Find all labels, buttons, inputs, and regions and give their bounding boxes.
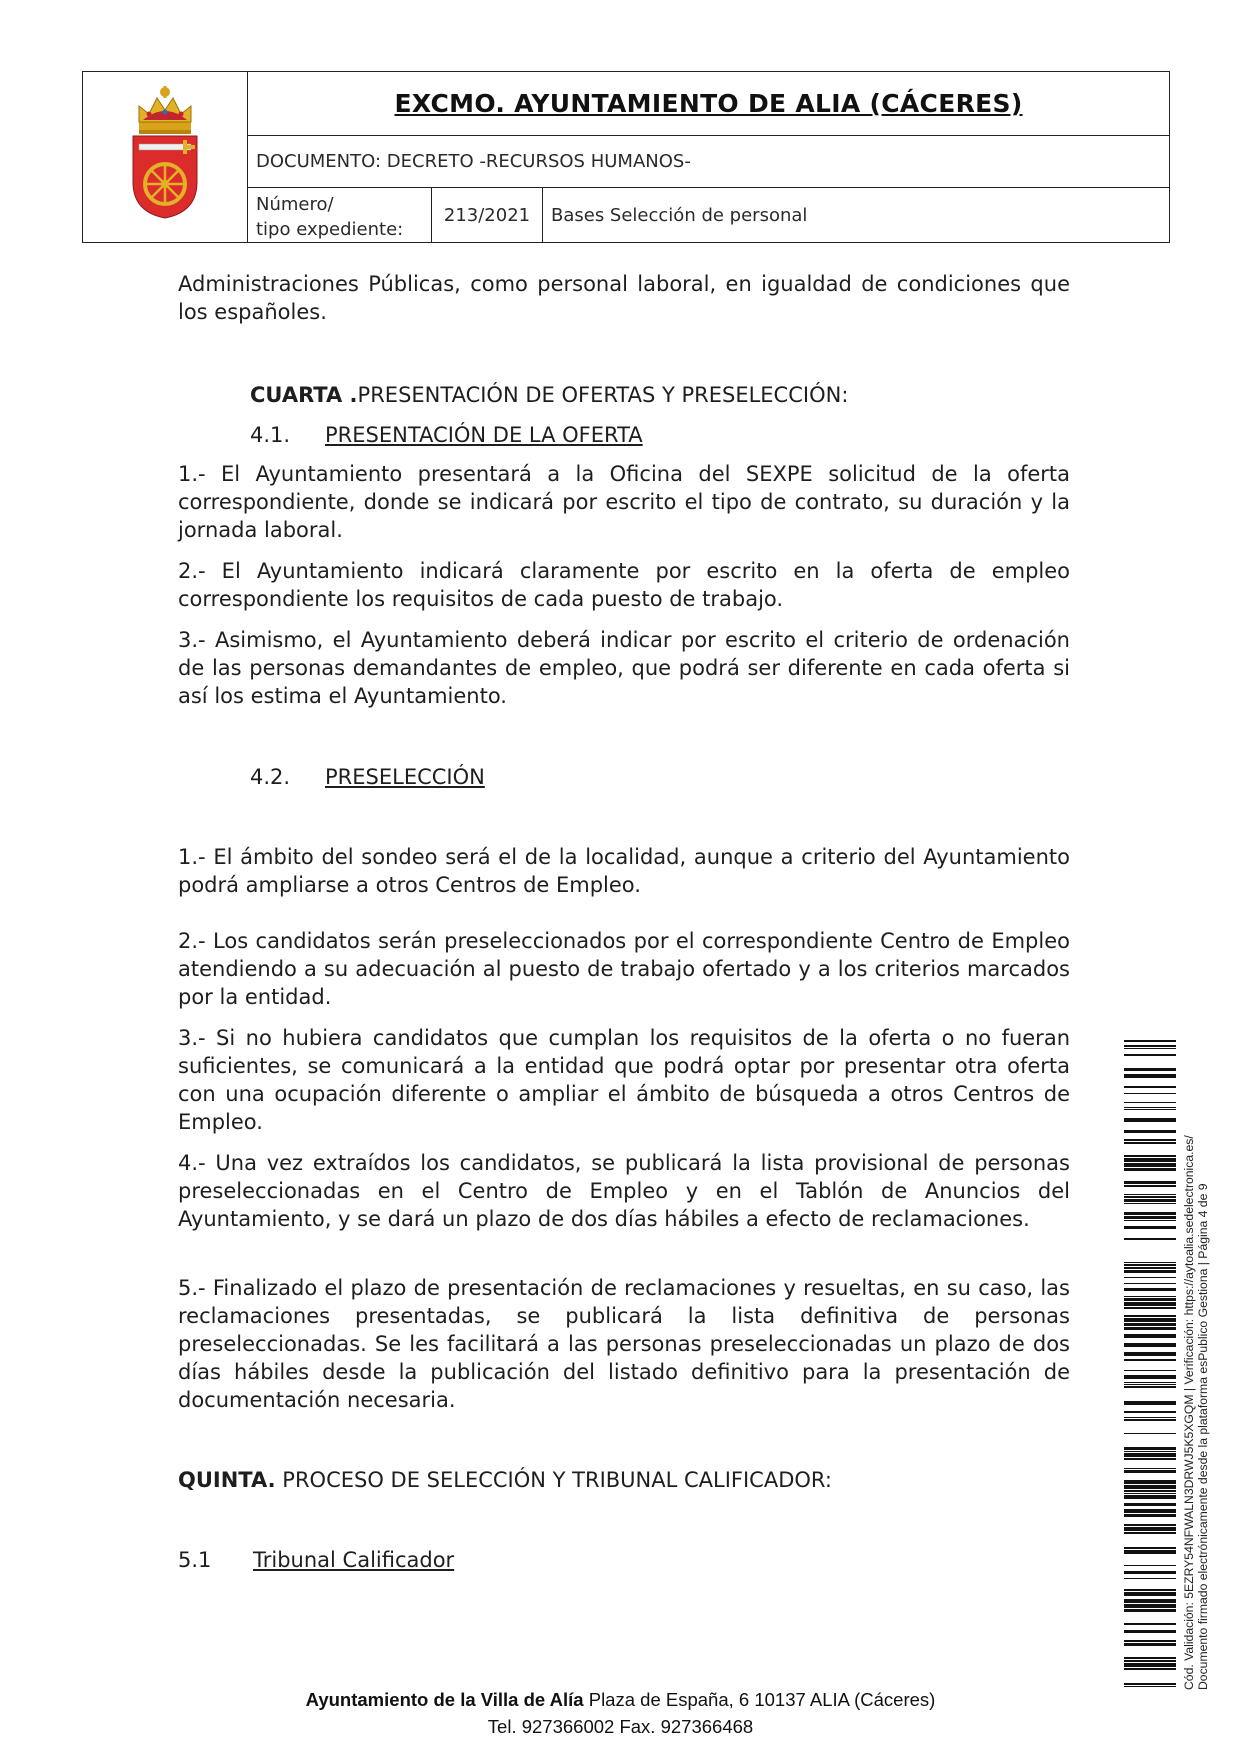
document-header: [82, 71, 1170, 243]
logo-cell: [83, 72, 248, 242]
page-title: EXCMO. AYUNTAMIENTO DE ALIA (CÁCERES): [394, 89, 1023, 118]
footer-address-text: Plaza de España, 6 10137 ALIA (Cáceres): [583, 1689, 936, 1710]
subsection-4-1-title: PRESENTACIÓN DE LA OFERTA: [325, 423, 643, 447]
subsection-4-2-title: PRESELECCIÓN: [325, 765, 485, 789]
paragraph-4-2-2: 2.- Los candidatos serán preseleccionados por el correspondiente Centro de Empleo atendiendo a su adecuación al puesto de trabajo ofertado y a los criterios marcados por la entidad.: [178, 929, 1070, 1009]
subsection-4-1-number: 4.1.: [250, 423, 291, 447]
section-cuarta-heading: [250, 381, 848, 409]
paragraph-4-2-3: 3.- Si no hubiera candidatos que cumplan los requisitos de la oferta o no fueran suficientes, se comunicará a la entidad que podrá optar por presentar otra oferta con una ocupación diferente o ampliar el ámbito de búsqueda a otros Centros de Empleo.: [178, 1026, 1070, 1134]
coat-of-arms-icon: [125, 84, 205, 219]
signature-platform-text: Documento firmado electrónicamente desde la plataforma esPublico Gestiona | Página 4 de 9: [1196, 1183, 1210, 1690]
section-cuarta-title: PRESENTACIÓN DE OFERTAS Y PRESELECCIÓN:: [357, 383, 849, 407]
document-type-row: [248, 136, 1169, 188]
paragraph-4-1-3: 3.- Asimismo, el Ayuntamiento deberá indicar por escrito el criterio de ordenación de las personas demandantes de empleo, que podrá ser diferente en cada oferta si así los estima el Ayuntamiento.: [178, 628, 1070, 708]
paragraph-4-2-5: 5.- Finalizado el plazo de presentación de reclamaciones y resueltas, en su caso, las reclamaciones presentadas, se publicará la lista definitiva de personas preseleccionadas. Se les facilitará a las personas preseleccionadas un plazo de dos días hábiles desde la publicación del listado definitivo para la presentación de documentación necesaria.: [178, 1276, 1070, 1412]
footer-phones: Tel. 927366002 Fax. 927366468: [487, 1716, 754, 1737]
footer-organization: Ayuntamiento de la Villa de Alía: [305, 1689, 584, 1710]
expediente-description-text: Bases Selección de personal: [551, 204, 808, 226]
subsection-4-2-number: 4.2.: [250, 765, 291, 789]
expediente-number-text: 213/2021: [443, 204, 531, 226]
validation-text: [1180, 1040, 1220, 1690]
barcode-icon: [1124, 1040, 1176, 1690]
subsection-5-1-number: 5.1: [178, 1548, 212, 1572]
expediente-description: [543, 188, 1169, 242]
paragraph-4-1-2: 2.- El Ayuntamiento indicará claramente por escrito en la oferta de empleo correspondiente los requisitos de cada puesto de trabajo.: [178, 559, 1070, 611]
subsection-4-1-heading: [250, 421, 643, 449]
subsection-4-2-heading: [250, 763, 485, 791]
expediente-number: [432, 188, 543, 242]
intro-paragraph: Administraciones Públicas, como personal laboral, en igualdad de condiciones que los españoles.: [178, 272, 1070, 324]
section-quinta-label: QUINTA.: [178, 1468, 276, 1492]
expediente-row: [248, 188, 1169, 242]
paragraph-4-2-4: 4.- Una vez extraídos los candidatos, se publicará la lista provisional de personas preseleccionadas en el Centro de Empleo y en el Tablón de Anuncios del Ayuntamiento, y se dará un plazo de dos días hábiles a efecto de reclamaciones.: [178, 1151, 1070, 1231]
validation-code-text: Cód. Validación: 5EZRY54NFWALN3DRWJ5K5XGQM | Verificación: https://aytoalia.sedelectronica.es/: [1182, 1135, 1196, 1690]
subsection-5-1-heading: [178, 1546, 454, 1574]
paragraph-4-1-1: 1.- El Ayuntamiento presentará a la Oficina del SEXPE solicitud de la oferta correspondiente, donde se indicará por escrito el tipo de contrato, su duración y la jornada laboral.: [178, 462, 1070, 542]
section-cuarta-label: CUARTA .: [250, 383, 358, 407]
expediente-label: [248, 188, 432, 242]
expediente-label-line2: tipo expediente:: [256, 219, 404, 240]
section-quinta-heading: [178, 1466, 832, 1494]
validation-strip: [1124, 1040, 1224, 1690]
footer-address: [0, 1689, 1241, 1711]
paragraph-4-2-1: 1.- El ámbito del sondeo será el de la localidad, aunque a criterio del Ayuntamiento podrá ampliarse a otros Centros de Empleo.: [178, 845, 1070, 897]
expediente-label-line1: Número/: [256, 194, 334, 215]
document-type: DOCUMENTO: DECRETO -RECURSOS HUMANOS-: [256, 151, 691, 172]
section-quinta-title: PROCESO DE SELECCIÓN Y TRIBUNAL CALIFICADOR:: [275, 1468, 832, 1492]
header-title-row: [248, 72, 1169, 136]
subsection-5-1-title: Tribunal Calificador: [253, 1548, 455, 1572]
